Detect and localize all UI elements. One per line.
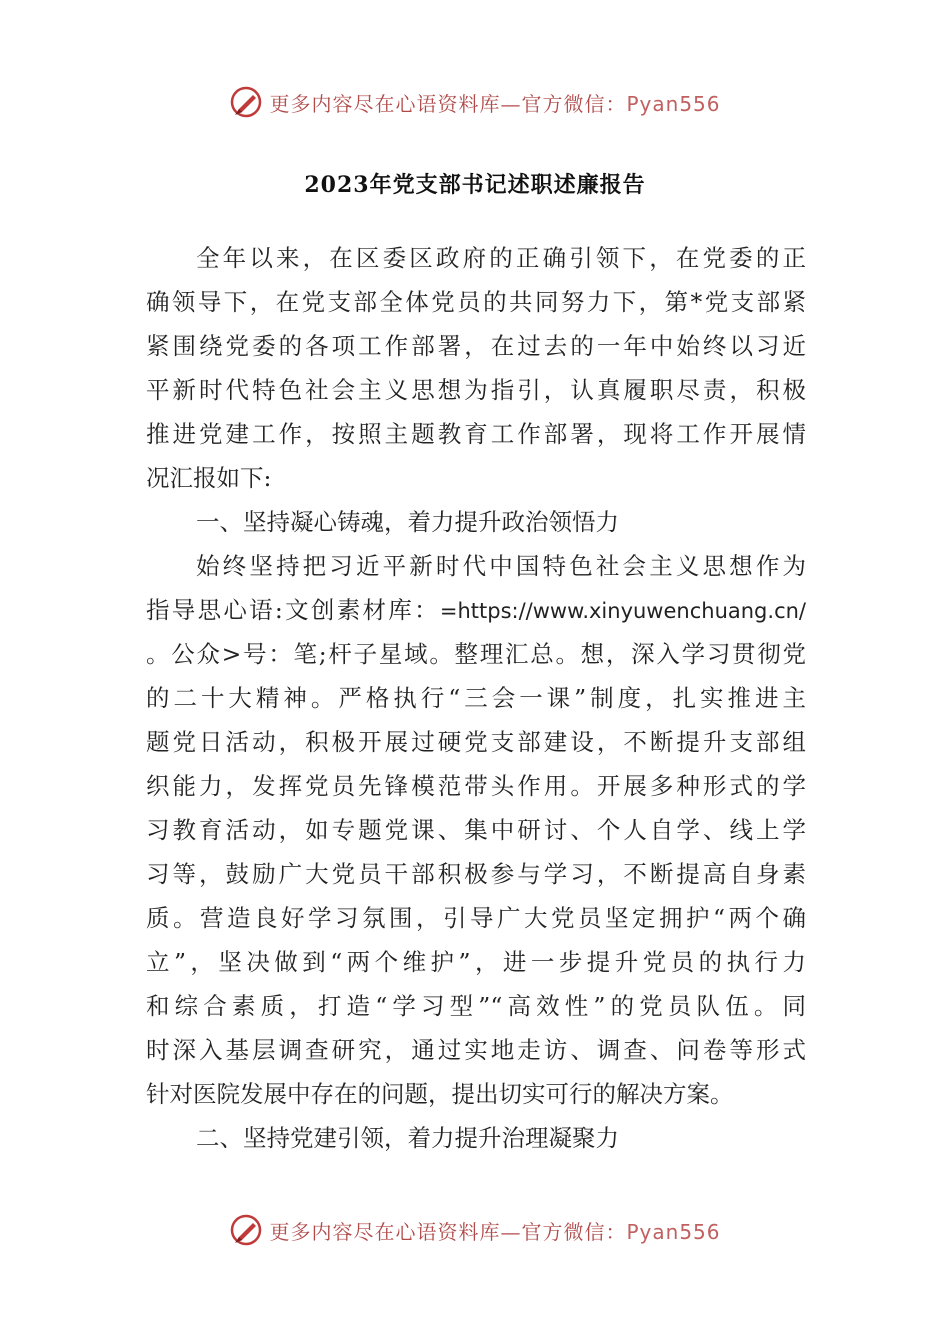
text-line: 。公众>号：笔;杆子星域。整理汇总。想，深入学习贯彻党 xyxy=(146,640,806,668)
text-line: 全年以来，在区委区政府的正确引领下，在党委的正 xyxy=(196,244,806,272)
text-line: 紧围绕党委的各项工作部署，在过去的一年中始终以习近 xyxy=(146,332,806,360)
text-line: 质。营造良好学习氛围，引导广大党员坚定拥护“两个确 xyxy=(146,904,806,932)
watermark-text: 更多内容尽在心语资料库—官方微信：Pyan556 xyxy=(269,91,721,116)
text-line xyxy=(146,588,806,632)
text-line: 习等，鼓励广大党员干部积极参与学习，不断提高自身素 xyxy=(146,860,806,888)
pen-logo-icon xyxy=(229,1213,263,1247)
text-line: 的二十大精神。严格执行“三会一课”制度，扎实推进主 xyxy=(146,684,806,712)
page-title: 2023年党支部书记述职述廉报告 xyxy=(304,172,646,198)
text-line: 确领导下，在党支部全体党员的共同努力下，第*党支部紧 xyxy=(146,288,806,316)
pen-logo-icon xyxy=(229,85,263,119)
text-line: 针对医院发展中存在的问题，提出切实可行的解决方案。 xyxy=(146,1080,734,1108)
text-line: 时深入基层调查研究，通过实地走访、调查、问卷等形式 xyxy=(146,1036,806,1064)
text-line: 始终坚持把习近平新时代中国特色社会主义思想作为 xyxy=(196,552,806,580)
text-line: 况汇报如下: xyxy=(146,464,272,492)
text-line: 织能力，发挥党员先锋模范带头作用。开展多种形式的学 xyxy=(146,772,806,800)
watermark-text: 更多内容尽在心语资料库—官方微信：Pyan556 xyxy=(269,1219,721,1244)
text-segment: 指导思心语:文创素材库： xyxy=(146,596,440,624)
section-heading: 一、坚持凝心铸魂，着力提升政治领悟力 xyxy=(196,508,619,536)
url-text: =https://www.xinyuwenchuang.cn/ xyxy=(439,599,806,623)
footer-watermark xyxy=(0,1208,950,1252)
text-line: 立”，坚决做到“两个维护”，进一步提升党员的执行力 xyxy=(146,948,806,976)
text-line: 平新时代特色社会主义思想为指引，认真履职尽责，积极 xyxy=(146,376,806,404)
text-line: 习教育活动，如专题党课、集中研讨、个人自学、线上学 xyxy=(146,816,806,844)
section-heading: 二、坚持党建引领，着力提升治理凝聚力 xyxy=(196,1124,619,1152)
text-line: 推进党建工作，按照主题教育工作部署，现将工作开展情 xyxy=(146,420,806,448)
header-watermark xyxy=(0,80,950,124)
text-line: 和综合素质，打造“学习型”“高效性”的党员队伍。同 xyxy=(146,992,806,1020)
text-line: 题党日活动，积极开展过硬党支部建设，不断提升支部组 xyxy=(146,728,806,756)
document-body xyxy=(146,236,806,1160)
